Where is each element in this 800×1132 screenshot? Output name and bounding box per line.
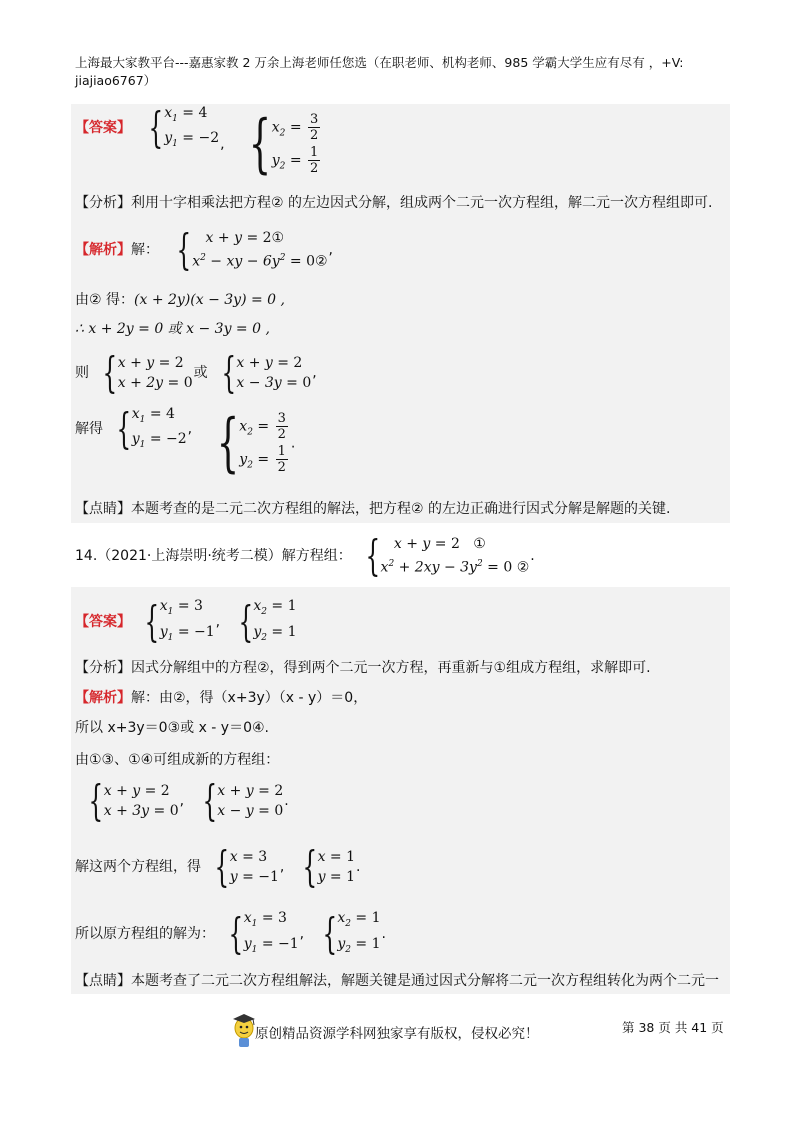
solution-system-1: { $x_1 = 4$ $y_1 = -2$: [116, 404, 187, 454]
header-line-2: jiajiao6767）: [75, 73, 157, 88]
q14-analysis-row: 【分析】因式分解组中的方程②，得到两个二元一次方程，再重新与①组成方程组，求解即可.: [75, 660, 651, 676]
original-system: { x + y = 2① $x^2$ − xy − $6y^2$ = 0②: [176, 224, 328, 274]
q13-step4: 解得 { $x_1 = 4$ $y_1 = -2$ , { $x_2$ = $\frac{3}{2}$ $y_2$ = $\frac{1}{2}$ .: [75, 404, 296, 481]
q13-step1: 由② 得：(x + 2y)(x − 3y) = 0 ,: [75, 292, 285, 308]
footer-slogan: 原创精品资源学科网独家享有版权，侵权必究！: [255, 1026, 539, 1042]
q14-line5: 解这两个方程组，得 { x = 3 y = −1 , { x = 1 y = 1 .: [75, 842, 361, 891]
q14-solution-row: 【解析】解：由②，得（x+3y）（x - y）＝0，: [75, 690, 368, 706]
q14-line6: 所以原方程组的解为： { $x_1 = 3$ $y_1 = -1$ , { $x_2 = 1$ $y_2 = 1$ .: [75, 908, 386, 958]
q14-answer-system-2: { $x_2 = 1$ $y_2 = 1$: [238, 596, 297, 646]
q14-final-system-2: { $x_2 = 1$ $y_2 = 1$: [322, 908, 381, 958]
q14-sol-system-2: { x = 1 y = 1: [302, 842, 356, 891]
q13-step2: ∴ x + 2y = 0 或 x − 3y = 0 ,: [75, 321, 270, 337]
q13-comment-row: 【点睛】本题考查的是二元二次方程组的解法，把方程② 的左边正确进行因式分解是解题的关键.: [75, 501, 671, 517]
answer-tag: 【答案】: [75, 120, 131, 137]
system-a: { x + y = 2 x + 2y = 0: [102, 348, 193, 397]
q14-line3: 由①③、①④可组成新的方程组：: [75, 752, 280, 768]
q13-answer-row: 【答案】 { $x_1 = 4$ $y_1 = -2$ , { $x_2$ = $\frac{3}{2}$ $y_2$ = $\frac{1}{2}$: [75, 112, 323, 177]
q14-sol-system-1: { x = 3 y = −1: [214, 842, 279, 891]
solution-tag: 【解析】: [75, 241, 131, 258]
solution-intro: 解：: [131, 241, 159, 258]
q14-comment-row: 【点睛】本题考查了二元二次方程组解法，解题关键是通过因式分解将二元一次方程组转化为两个二元一: [75, 973, 719, 989]
q14-answer-row: 【答案】 { $x_1 = 3$ $y_1 = -1$ , { $x_2 = 1$ $y_2 = 1$: [75, 596, 297, 646]
page-number: 第 38 页 共 41 页: [622, 1020, 724, 1035]
q14-answer-system-1: { $x_1 = 3$ $y_1 = -1$: [144, 596, 215, 646]
q14-final-system-1: { $x_1 = 3$ $y_1 = -1$: [228, 908, 299, 958]
q14-line2: 所以 x+3y＝0③或 x - y＝0④.: [75, 720, 269, 736]
q14-new-system-1: { x + y = 2 x + 3y = 0: [88, 776, 179, 825]
page-header: [75, 54, 735, 90]
answer-system-2: { $x_2$ = $\frac{3}{2}$ $y_2$ = $\frac{1}{2}$: [248, 107, 319, 182]
analysis-tag: 【分析】: [75, 195, 131, 211]
system-b: { x + y = 2 x − 3y = 0: [221, 348, 312, 397]
q13-step3: 则 { x + y = 2 x + 2y = 0 或 { x + y = 2 x − 3y = 0 ,: [75, 348, 317, 397]
q14-system: { x + y = 2 ① $x^2 + 2xy - 3y^2 = 0$ ②: [365, 530, 530, 580]
solution-system-2: { $x_2$ = $\frac{3}{2}$ $y_2$ = $\frac{1}{2}$: [216, 406, 286, 481]
analysis-text: 利用十字相乘法把方程② 的左边因式分解，组成两个二元一次方程组，解二元一次方程组即可.: [131, 195, 713, 211]
header-line-1: 上海最大家教平台---嘉惠家教 2 万余上海老师任您选（在职老师、机构老师、985 学霸大学生应有尽有 ，+V:: [75, 55, 684, 70]
q14-line4: { x + y = 2 x + 3y = 0 , { x + y = 2 x − y = 0 .: [75, 780, 289, 822]
q14-question: 14.（2021·上海崇明·统考二模）解方程组： { x + y = 2 ① $x^2 + 2xy - 3y^2 = 0$ ② .: [75, 530, 535, 580]
q14-new-system-2: { x + y = 2 x − y = 0: [202, 776, 284, 825]
mascot-icon: [230, 1012, 258, 1050]
q13-solution-row: 【解析】解： { x + y = 2① $x^2$ − xy − $6y^2$ = 0② ,: [75, 224, 333, 274]
q13-analysis-row: [75, 192, 712, 212]
answer-system-1: { $x_1 = 4$ $y_1 = -2$: [148, 103, 220, 153]
